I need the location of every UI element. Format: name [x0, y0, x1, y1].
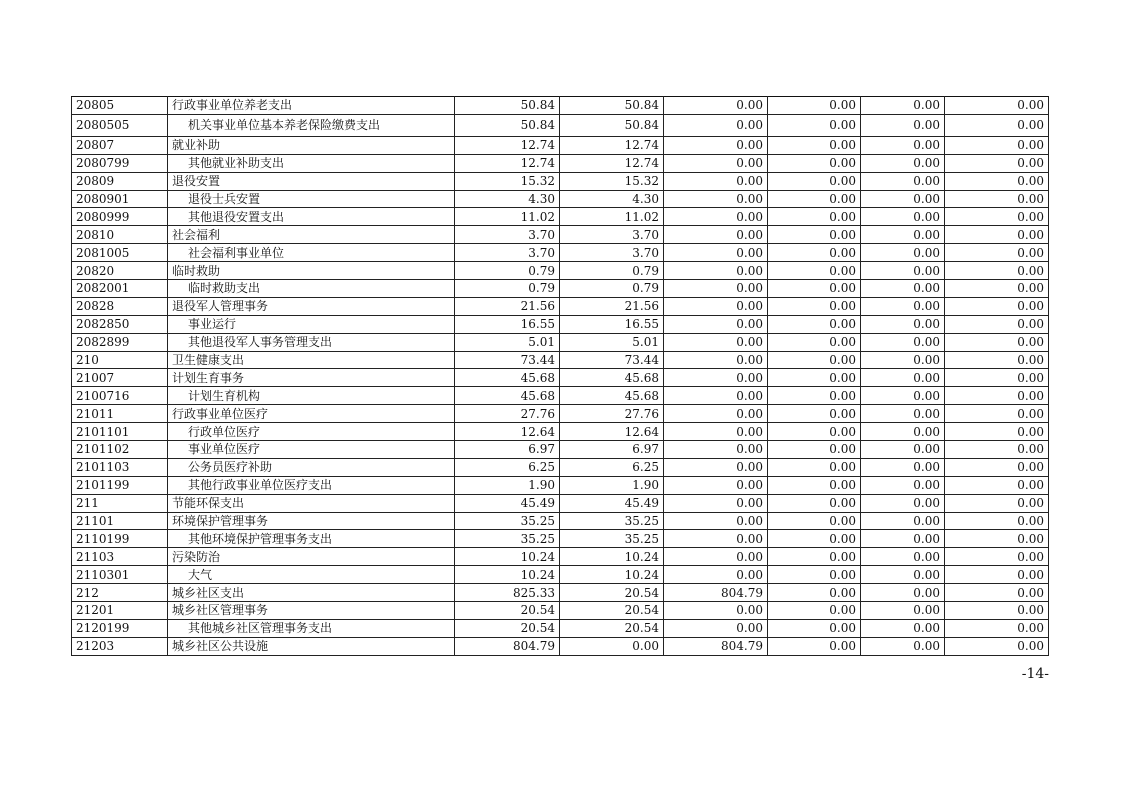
- table-row: [72, 637, 1049, 655]
- amount-cell: 0.00: [664, 226, 768, 244]
- subject-name-cell: 退役军人管理事务: [168, 297, 455, 315]
- amount-cell: 45.68: [455, 369, 560, 387]
- amount-cell: 0.00: [768, 566, 861, 584]
- amount-cell: 27.76: [455, 405, 560, 423]
- table-body: [72, 97, 1049, 656]
- amount-cell: 0.00: [945, 154, 1049, 172]
- amount-cell: 45.68: [455, 387, 560, 405]
- amount-cell: 0.00: [945, 190, 1049, 208]
- amount-cell: 0.00: [768, 154, 861, 172]
- amount-cell: 0.00: [945, 584, 1049, 602]
- subject-code-cell: 2100716: [72, 387, 168, 405]
- amount-cell: 3.70: [455, 244, 560, 262]
- amount-cell: 0.00: [768, 530, 861, 548]
- amount-cell: 0.00: [861, 405, 945, 423]
- amount-cell: 0.00: [664, 280, 768, 298]
- amount-cell: 0.00: [945, 476, 1049, 494]
- amount-cell: 4.30: [455, 190, 560, 208]
- amount-cell: 10.24: [455, 548, 560, 566]
- amount-cell: 0.00: [945, 619, 1049, 637]
- amount-cell: 0.00: [861, 548, 945, 566]
- amount-cell: 12.64: [560, 423, 664, 441]
- subject-code-cell: 212: [72, 584, 168, 602]
- subject-name-cell: 环境保护管理事务: [168, 512, 455, 530]
- amount-cell: 0.00: [945, 369, 1049, 387]
- subject-code-cell: 21011: [72, 405, 168, 423]
- amount-cell: 0.00: [768, 458, 861, 476]
- amount-cell: 0.00: [861, 441, 945, 459]
- table-row: [72, 512, 1049, 530]
- subject-code-cell: 21007: [72, 369, 168, 387]
- table-row: [72, 208, 1049, 226]
- amount-cell: 0.00: [768, 387, 861, 405]
- amount-cell: 0.00: [664, 548, 768, 566]
- amount-cell: 0.00: [861, 369, 945, 387]
- subject-name-cell: 其他退役安置支出: [168, 208, 455, 226]
- subject-code-cell: 2110199: [72, 530, 168, 548]
- amount-cell: 4.30: [560, 190, 664, 208]
- table-row: [72, 619, 1049, 637]
- amount-cell: 0.00: [861, 97, 945, 115]
- amount-cell: 0.00: [768, 226, 861, 244]
- amount-cell: 0.00: [861, 114, 945, 136]
- table-row: [72, 369, 1049, 387]
- amount-cell: 0.00: [664, 172, 768, 190]
- amount-cell: 0.00: [664, 619, 768, 637]
- subject-name-cell: 社会福利: [168, 226, 455, 244]
- amount-cell: 0.00: [768, 637, 861, 655]
- amount-cell: 0.00: [945, 566, 1049, 584]
- amount-cell: 6.25: [455, 458, 560, 476]
- amount-cell: 0.00: [861, 387, 945, 405]
- amount-cell: 0.00: [861, 351, 945, 369]
- amount-cell: 45.49: [455, 494, 560, 512]
- amount-cell: 0.00: [664, 208, 768, 226]
- subject-name-cell: 公务员医疗补助: [168, 458, 455, 476]
- subject-code-cell: 20810: [72, 226, 168, 244]
- amount-cell: 11.02: [455, 208, 560, 226]
- amount-cell: 0.00: [768, 172, 861, 190]
- amount-cell: 0.00: [861, 619, 945, 637]
- amount-cell: 11.02: [560, 208, 664, 226]
- amount-cell: 3.70: [455, 226, 560, 244]
- amount-cell: 0.00: [664, 333, 768, 351]
- amount-cell: 0.00: [861, 333, 945, 351]
- subject-name-cell: 计划生育机构: [168, 387, 455, 405]
- amount-cell: 50.84: [560, 97, 664, 115]
- subject-name-cell: 其他退役军人事务管理支出: [168, 333, 455, 351]
- amount-cell: 0.00: [768, 244, 861, 262]
- subject-code-cell: 2080799: [72, 154, 168, 172]
- table-row: [72, 154, 1049, 172]
- amount-cell: 0.00: [768, 136, 861, 154]
- amount-cell: 0.00: [664, 530, 768, 548]
- amount-cell: 50.84: [455, 114, 560, 136]
- amount-cell: 20.54: [560, 619, 664, 637]
- amount-cell: 0.00: [664, 262, 768, 280]
- subject-name-cell: 节能环保支出: [168, 494, 455, 512]
- amount-cell: 45.49: [560, 494, 664, 512]
- amount-cell: 0.00: [664, 351, 768, 369]
- amount-cell: 0.00: [664, 297, 768, 315]
- amount-cell: 0.00: [664, 114, 768, 136]
- subject-code-cell: 21101: [72, 512, 168, 530]
- subject-code-cell: 2120199: [72, 619, 168, 637]
- subject-code-cell: 20820: [72, 262, 168, 280]
- amount-cell: 12.74: [455, 136, 560, 154]
- amount-cell: 35.25: [560, 512, 664, 530]
- amount-cell: 0.00: [861, 530, 945, 548]
- amount-cell: 0.00: [945, 244, 1049, 262]
- subject-code-cell: 2080901: [72, 190, 168, 208]
- table-row: [72, 351, 1049, 369]
- amount-cell: 0.00: [768, 441, 861, 459]
- amount-cell: 0.00: [945, 333, 1049, 351]
- amount-cell: 3.70: [560, 244, 664, 262]
- subject-code-cell: 2082850: [72, 315, 168, 333]
- table-row: [72, 136, 1049, 154]
- amount-cell: 0.00: [664, 387, 768, 405]
- amount-cell: 0.00: [945, 458, 1049, 476]
- table-row: [72, 262, 1049, 280]
- table-row: [72, 584, 1049, 602]
- amount-cell: 45.68: [560, 369, 664, 387]
- table-row: [72, 280, 1049, 298]
- amount-cell: 0.00: [945, 315, 1049, 333]
- subject-name-cell: 其他环境保护管理事务支出: [168, 530, 455, 548]
- amount-cell: 15.32: [560, 172, 664, 190]
- subject-name-cell: 城乡社区公共设施: [168, 637, 455, 655]
- amount-cell: 0.00: [945, 114, 1049, 136]
- subject-name-cell: 卫生健康支出: [168, 351, 455, 369]
- amount-cell: 0.00: [861, 566, 945, 584]
- amount-cell: 35.25: [560, 530, 664, 548]
- amount-cell: 0.00: [664, 315, 768, 333]
- subject-name-cell: 计划生育事务: [168, 369, 455, 387]
- amount-cell: 12.64: [455, 423, 560, 441]
- amount-cell: 0.00: [664, 244, 768, 262]
- amount-cell: 0.00: [664, 97, 768, 115]
- amount-cell: 0.00: [945, 602, 1049, 620]
- amount-cell: 0.00: [945, 280, 1049, 298]
- subject-name-cell: 城乡社区管理事务: [168, 602, 455, 620]
- amount-cell: 12.74: [560, 136, 664, 154]
- amount-cell: 35.25: [455, 530, 560, 548]
- amount-cell: 0.00: [945, 530, 1049, 548]
- amount-cell: 50.84: [455, 97, 560, 115]
- subject-code-cell: 20805: [72, 97, 168, 115]
- table-row: [72, 114, 1049, 136]
- amount-cell: 0.00: [945, 97, 1049, 115]
- subject-name-cell: 行政单位医疗: [168, 423, 455, 441]
- amount-cell: 0.00: [945, 548, 1049, 566]
- subject-name-cell: 行政事业单位医疗: [168, 405, 455, 423]
- amount-cell: 0.00: [945, 441, 1049, 459]
- amount-cell: 5.01: [455, 333, 560, 351]
- amount-cell: 0.79: [455, 280, 560, 298]
- amount-cell: 16.55: [560, 315, 664, 333]
- amount-cell: 0.00: [768, 333, 861, 351]
- amount-cell: 0.00: [664, 405, 768, 423]
- table-row: [72, 494, 1049, 512]
- subject-code-cell: 21203: [72, 637, 168, 655]
- amount-cell: 0.79: [455, 262, 560, 280]
- subject-name-cell: 行政事业单位养老支出: [168, 97, 455, 115]
- amount-cell: 1.90: [455, 476, 560, 494]
- subject-code-cell: 2080999: [72, 208, 168, 226]
- subject-code-cell: 20807: [72, 136, 168, 154]
- amount-cell: 10.24: [560, 566, 664, 584]
- subject-name-cell: 大气: [168, 566, 455, 584]
- subject-code-cell: 20828: [72, 297, 168, 315]
- amount-cell: 50.84: [560, 114, 664, 136]
- subject-code-cell: 21201: [72, 602, 168, 620]
- amount-cell: 0.00: [945, 423, 1049, 441]
- amount-cell: 0.00: [768, 369, 861, 387]
- table-row: [72, 226, 1049, 244]
- amount-cell: 0.00: [861, 208, 945, 226]
- amount-cell: 0.00: [861, 136, 945, 154]
- subject-code-cell: 21103: [72, 548, 168, 566]
- subject-name-cell: 临时救助支出: [168, 280, 455, 298]
- subject-code-cell: 2101101: [72, 423, 168, 441]
- amount-cell: 0.00: [768, 476, 861, 494]
- table-row: [72, 423, 1049, 441]
- amount-cell: 15.32: [455, 172, 560, 190]
- amount-cell: 0.00: [861, 315, 945, 333]
- subject-name-cell: 退役安置: [168, 172, 455, 190]
- amount-cell: 21.56: [455, 297, 560, 315]
- amount-cell: 0.00: [945, 637, 1049, 655]
- amount-cell: 0.00: [945, 136, 1049, 154]
- amount-cell: 0.79: [560, 262, 664, 280]
- amount-cell: 0.00: [768, 494, 861, 512]
- subject-name-cell: 临时救助: [168, 262, 455, 280]
- subject-name-cell: 机关事业单位基本养老保险缴费支出: [168, 114, 455, 136]
- amount-cell: 0.00: [945, 262, 1049, 280]
- amount-cell: 3.70: [560, 226, 664, 244]
- table-row: [72, 172, 1049, 190]
- amount-cell: 0.00: [664, 602, 768, 620]
- amount-cell: 0.00: [768, 297, 861, 315]
- amount-cell: 0.00: [664, 512, 768, 530]
- amount-cell: 73.44: [560, 351, 664, 369]
- subject-name-cell: 退役士兵安置: [168, 190, 455, 208]
- amount-cell: 0.00: [664, 369, 768, 387]
- amount-cell: 45.68: [560, 387, 664, 405]
- subject-code-cell: 2101102: [72, 441, 168, 459]
- amount-cell: 16.55: [455, 315, 560, 333]
- amount-cell: 27.76: [560, 405, 664, 423]
- amount-cell: 0.00: [664, 154, 768, 172]
- amount-cell: 0.00: [768, 405, 861, 423]
- subject-code-cell: 2082001: [72, 280, 168, 298]
- amount-cell: 0.00: [861, 584, 945, 602]
- amount-cell: 0.00: [560, 637, 664, 655]
- amount-cell: 0.00: [664, 441, 768, 459]
- table-row: [72, 405, 1049, 423]
- amount-cell: 0.00: [664, 566, 768, 584]
- table-row: [72, 244, 1049, 262]
- amount-cell: 0.00: [861, 244, 945, 262]
- amount-cell: 0.00: [861, 494, 945, 512]
- amount-cell: 0.00: [664, 476, 768, 494]
- table-row: [72, 387, 1049, 405]
- amount-cell: 0.00: [768, 584, 861, 602]
- amount-cell: 20.54: [455, 619, 560, 637]
- amount-cell: 20.54: [560, 584, 664, 602]
- table-row: [72, 97, 1049, 115]
- subject-code-cell: 2110301: [72, 566, 168, 584]
- amount-cell: 0.00: [768, 351, 861, 369]
- amount-cell: 0.00: [768, 548, 861, 566]
- amount-cell: 0.00: [861, 602, 945, 620]
- amount-cell: 804.79: [664, 584, 768, 602]
- amount-cell: 0.00: [768, 512, 861, 530]
- amount-cell: 0.00: [768, 423, 861, 441]
- amount-cell: 0.00: [768, 602, 861, 620]
- amount-cell: 0.00: [768, 315, 861, 333]
- table-row: [72, 333, 1049, 351]
- amount-cell: 6.97: [560, 441, 664, 459]
- subject-code-cell: 2080505: [72, 114, 168, 136]
- subject-name-cell: 就业补助: [168, 136, 455, 154]
- expenditure-table: [71, 96, 1049, 656]
- amount-cell: 0.00: [664, 458, 768, 476]
- subject-code-cell: 210: [72, 351, 168, 369]
- amount-cell: 0.00: [945, 494, 1049, 512]
- amount-cell: 0.00: [664, 190, 768, 208]
- amount-cell: 0.00: [861, 172, 945, 190]
- amount-cell: 5.01: [560, 333, 664, 351]
- table-row: [72, 566, 1049, 584]
- amount-cell: 0.00: [945, 297, 1049, 315]
- amount-cell: 10.24: [560, 548, 664, 566]
- amount-cell: 0.00: [664, 423, 768, 441]
- table-row: [72, 602, 1049, 620]
- page-number: -14-: [1021, 666, 1049, 682]
- amount-cell: 0.00: [945, 512, 1049, 530]
- amount-cell: 6.25: [560, 458, 664, 476]
- amount-cell: 804.79: [664, 637, 768, 655]
- amount-cell: 0.00: [861, 262, 945, 280]
- amount-cell: 0.00: [768, 208, 861, 226]
- amount-cell: 0.00: [861, 154, 945, 172]
- amount-cell: 0.00: [945, 351, 1049, 369]
- amount-cell: 0.00: [945, 208, 1049, 226]
- amount-cell: 1.90: [560, 476, 664, 494]
- amount-cell: 825.33: [455, 584, 560, 602]
- amount-cell: 0.79: [560, 280, 664, 298]
- amount-cell: 0.00: [861, 297, 945, 315]
- table-row: [72, 476, 1049, 494]
- amount-cell: 35.25: [455, 512, 560, 530]
- table-row: [72, 458, 1049, 476]
- amount-cell: 0.00: [861, 226, 945, 244]
- amount-cell: 20.54: [455, 602, 560, 620]
- subject-name-cell: 事业运行: [168, 315, 455, 333]
- subject-code-cell: 211: [72, 494, 168, 512]
- subject-code-cell: 2081005: [72, 244, 168, 262]
- amount-cell: 0.00: [861, 280, 945, 298]
- amount-cell: 0.00: [861, 190, 945, 208]
- amount-cell: 0.00: [861, 423, 945, 441]
- amount-cell: 0.00: [664, 136, 768, 154]
- table-row: [72, 190, 1049, 208]
- amount-cell: 0.00: [945, 226, 1049, 244]
- table-row: [72, 530, 1049, 548]
- amount-cell: 0.00: [945, 405, 1049, 423]
- amount-cell: 0.00: [861, 458, 945, 476]
- subject-name-cell: 其他城乡社区管理事务支出: [168, 619, 455, 637]
- subject-name-cell: 社会福利事业单位: [168, 244, 455, 262]
- amount-cell: 0.00: [945, 387, 1049, 405]
- table-row: [72, 297, 1049, 315]
- table-row: [72, 315, 1049, 333]
- amount-cell: 12.74: [560, 154, 664, 172]
- amount-cell: 0.00: [861, 637, 945, 655]
- amount-cell: 0.00: [861, 476, 945, 494]
- amount-cell: 0.00: [768, 114, 861, 136]
- amount-cell: 10.24: [455, 566, 560, 584]
- table-row: [72, 441, 1049, 459]
- subject-name-cell: 城乡社区支出: [168, 584, 455, 602]
- amount-cell: 73.44: [455, 351, 560, 369]
- amount-cell: 0.00: [768, 190, 861, 208]
- subject-name-cell: 其他就业补助支出: [168, 154, 455, 172]
- subject-code-cell: 20809: [72, 172, 168, 190]
- amount-cell: 0.00: [768, 97, 861, 115]
- subject-code-cell: 2101103: [72, 458, 168, 476]
- subject-name-cell: 污染防治: [168, 548, 455, 566]
- amount-cell: 0.00: [945, 172, 1049, 190]
- amount-cell: 6.97: [455, 441, 560, 459]
- amount-cell: 0.00: [664, 494, 768, 512]
- subject-code-cell: 2082899: [72, 333, 168, 351]
- subject-code-cell: 2101199: [72, 476, 168, 494]
- subject-name-cell: 其他行政事业单位医疗支出: [168, 476, 455, 494]
- subject-name-cell: 事业单位医疗: [168, 441, 455, 459]
- amount-cell: 804.79: [455, 637, 560, 655]
- amount-cell: 0.00: [768, 619, 861, 637]
- amount-cell: 21.56: [560, 297, 664, 315]
- amount-cell: 0.00: [768, 262, 861, 280]
- amount-cell: 20.54: [560, 602, 664, 620]
- amount-cell: 12.74: [455, 154, 560, 172]
- amount-cell: 0.00: [768, 280, 861, 298]
- amount-cell: 0.00: [861, 512, 945, 530]
- table-row: [72, 548, 1049, 566]
